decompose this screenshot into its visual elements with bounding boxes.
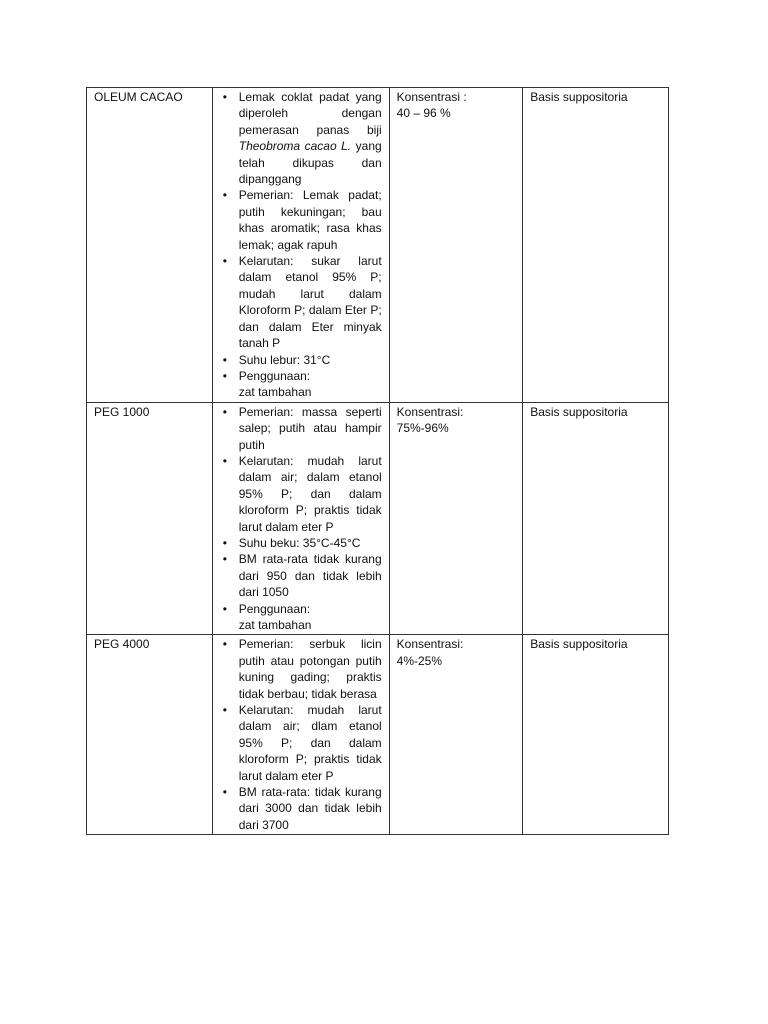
bullet-icon: • (222, 535, 227, 550)
concentration-value: 4%-25% (396, 653, 443, 668)
table-row (87, 402, 669, 635)
substance-name-cell (87, 402, 213, 635)
list-item: • BM rata-rata tidak kurang dari 950 dan tidak lebih dari 1050 (222, 552, 382, 600)
usage-text: Basis suppositoria (530, 90, 628, 104)
bullet-icon: • (222, 254, 227, 269)
substance-name-cell (87, 635, 213, 835)
table-row (87, 88, 669, 403)
substance-name: PEG 4000 (94, 637, 150, 652)
list-item: • Suhu beku: 35°C-45°C (222, 535, 361, 550)
concentration-cell (389, 635, 523, 835)
list-item: • Penggunaan: zat tambahan (222, 368, 312, 400)
substance-name: PEG 1000 (94, 404, 150, 419)
bullet-icon: • (222, 601, 227, 616)
list-item: • Pemerian: serbuk licin putih atau potongan putih kuning gading; praktis tidak berbau; tidak berasa (222, 637, 382, 701)
list-item: • Kelarutan: mudah larut dalam air; dalam etanol 95% P; dan dalam kloroform P; praktis tidak larut dalam eter P (222, 453, 382, 534)
list-item: • Pemerian: massa seperti salep; putih atau hampir putih (222, 404, 382, 452)
excipient-table (86, 87, 669, 835)
list-item: • Kelarutan: mudah larut dalam air; dlam etanol 95% P; dan dalam kloroform P; praktis tidak larut dalam eter P (222, 703, 382, 783)
bullet-icon: • (222, 552, 227, 567)
concentration-cell (389, 88, 523, 403)
description-list (220, 636, 382, 833)
concentration-label: Konsentrasi: (396, 404, 464, 419)
bullet-icon: • (222, 404, 227, 419)
substance-name-cell (87, 88, 213, 403)
bullet-icon: • (222, 368, 227, 383)
table-row (87, 635, 669, 835)
list-item: • Kelarutan: sukar larut dalam etanol 95% P; mudah larut dalam Kloroform P; dalam Eter P; dan dalam Eter minyak tanah P (222, 254, 382, 351)
substance-name: OLEUM CACAO (94, 90, 183, 104)
concentration-label: Konsentrasi : (396, 90, 467, 104)
concentration-cell (389, 402, 523, 635)
list-item: • BM rata-rata: tidak kurang dari 3000 dan tidak lebih dari 3700 (222, 785, 382, 832)
usage-cell (523, 635, 669, 835)
bullet-icon: • (222, 188, 227, 203)
usage-cell (523, 88, 669, 403)
list-item: • Lemak coklat padat yang diperoleh dengan pemerasan panas biji Theobroma cacao L. yang telah dikupas dan dipanggang (222, 90, 382, 187)
bullet-icon: • (222, 352, 227, 367)
list-item: • Penggunaan: zat tambahan (222, 601, 312, 632)
concentration-value: 40 – 96 % (396, 106, 451, 121)
bullet-icon: • (222, 703, 227, 718)
bullet-icon: • (222, 785, 227, 800)
bullet-icon: • (222, 453, 227, 468)
list-item: • Suhu lebur: 31°C (222, 352, 331, 367)
bullet-icon: • (222, 90, 227, 104)
concentration-value: 75%-96% (396, 421, 449, 436)
description-list (220, 89, 382, 401)
usage-text: Basis suppositoria (530, 637, 628, 652)
bullet-icon: • (222, 637, 227, 652)
description-cell (212, 88, 389, 403)
usage-text: Basis suppositoria (530, 404, 628, 419)
description-cell (212, 402, 389, 635)
usage-cell (523, 402, 669, 635)
concentration-label: Konsentrasi: (396, 637, 464, 652)
description-cell (212, 635, 389, 835)
list-item: • Pemerian: Lemak padat; putih kekuningan; bau khas aromatik; rasa khas lemak; agak rapuh (222, 188, 382, 252)
description-list (220, 404, 382, 634)
